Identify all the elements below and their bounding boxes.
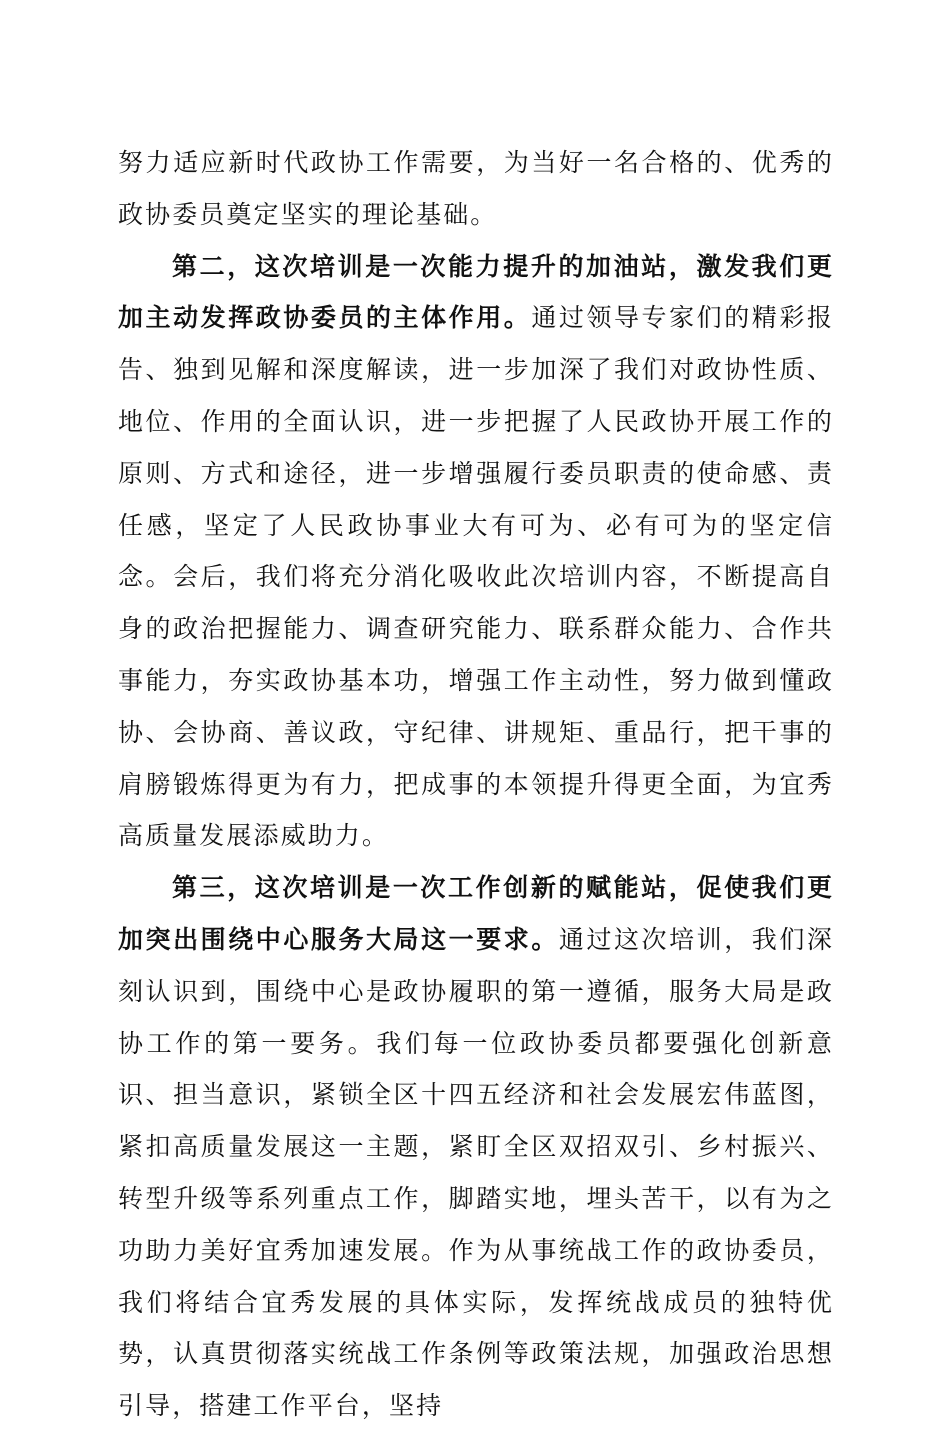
paragraph-2-body: 通过领导专家们的精彩报告、独到见解和深度解读，进一步加深了我们对政协性质、地位、作用的全面认识，进一步把握了人民政协开展工作的原则、方式和途径，进一步增强履行委员职责的使命感、责任感，坚定了人民政协事业大有可为、必有可为的坚定信念。会后，我们将充分消化吸收此次培训内容，不断提高自身的政治把握能力、调查研究能力、联系群众能力、合作共事能力，夯实政协基本功，增强工作主动性，努力做到懂政协、会协商、善议政，守纪律、讲规矩、重品行，把干事的肩膀锻炼得更为有力，把成事的本领提升得更全面，为宜秀高质量发展添威助力。 xyxy=(118,303,834,851)
paragraph-2-lead: 第二，这次培训是一次能力提升的加油站，激发我们更加主动发挥政协委员的主体作用。 xyxy=(118,251,834,333)
document-body xyxy=(118,137,834,1432)
paragraph-1-body: 努力适应新时代政协工作需要，为当好一名合格的、优秀的政协委员奠定坚实的理论基础。 xyxy=(118,148,834,229)
paragraph-3 xyxy=(118,862,834,1432)
paragraph-3-body: 通过这次培训，我们深刻认识到，围绕中心是政协履职的第一遵循，服务大局是政协工作的第一要务。我们每一位政协委员都要强化创新意识、担当意识，紧锁全区十四五经济和社会发展宏伟蓝图，紧扣高质量发展这一主题，紧盯全区双招双引、乡村振兴、转型升级等系列重点工作，脚踏实地，埋头苦干，以有为之功助力美好宜秀加速发展。作为从事统战工作的政协委员，我们将结合宜秀发展的具体实际，发挥统战成员的独特优势，认真贯彻落实统战工作条例等政策法规，加强政治思想引导，搭建工作平台，坚持 xyxy=(118,924,834,1421)
paragraph-2 xyxy=(118,241,834,863)
paragraph-3-lead: 第三，这次培训是一次工作创新的赋能站，促使我们更加突出围绕中心服务大局这一要求。 xyxy=(118,873,834,954)
paragraph-1 xyxy=(118,137,834,241)
